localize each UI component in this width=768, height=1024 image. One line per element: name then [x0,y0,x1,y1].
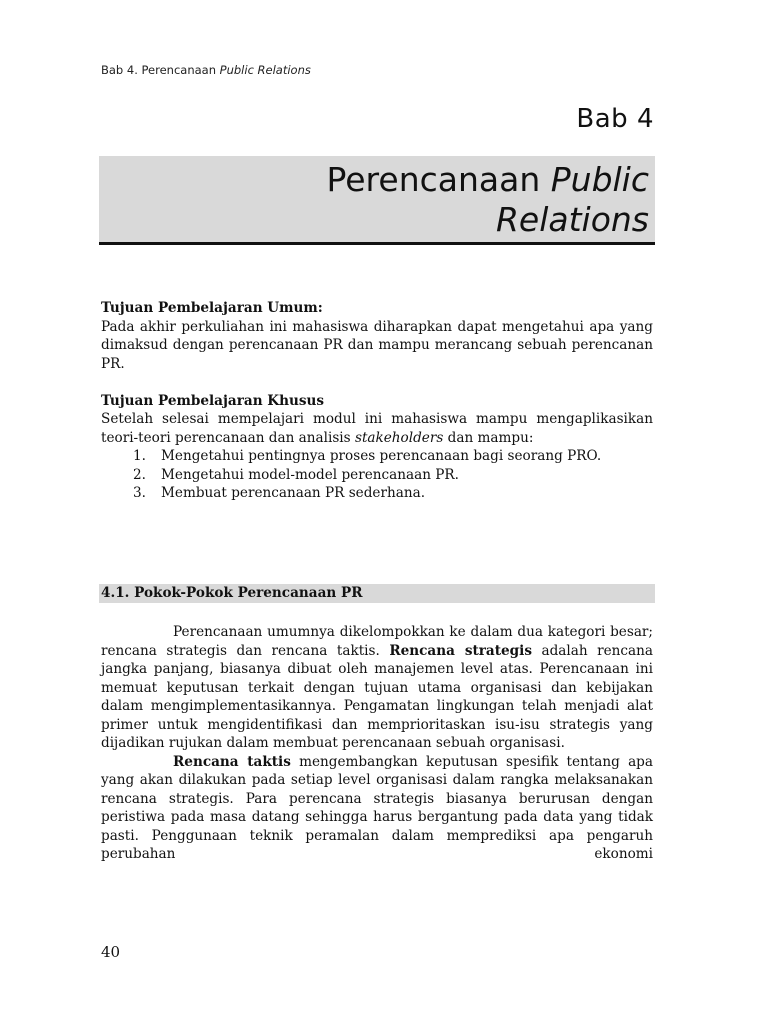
section-heading: 4.1. Pokok-Pokok Perencanaan PR [101,585,363,601]
running-head [101,63,311,77]
list-item-text: Mengetahui model-model perencanaan PR. [161,466,459,483]
list-item [101,466,653,485]
list-item [101,447,653,466]
paragraph-2-text: mengembangkan keputusan spesifik tentang apa yang akan dilakukan pada setiap level organisasi dalam rangka melaksanakan rencana strategis. Para perencana strategis biasanya berurusan dengan peristiwa pada masa datang sehingga harus bergantung pada data yang tidak pasti. Penggunaan teknik peramalan dalam memprediksi apa pengaruh perubahan ekonomi [101,753,653,862]
general-objective-text: Pada akhir perkuliahan ini mahasiswa diharapkan dapat mengetahui apa yang dimaksud dengan perencanaan PR dan mampu merancang sebuah perencanan PR. [101,318,653,372]
paragraph-2-bold: Rencana taktis [173,753,291,770]
list-item-number: 2. [133,466,146,483]
specific-objective-heading: Tujuan Pembelajaran Khusus [101,392,325,409]
running-head-italic: Public Relations [219,63,311,77]
chapter-title-box [99,156,655,245]
paragraph-1 [101,623,653,753]
objectives-list [101,447,653,503]
paragraph-1-bold: Rencana strategis [389,642,532,659]
list-item-text: Mengetahui pentingnya proses perencanaan bagi seorang PRO. [161,448,602,464]
running-head-text: Bab 4. Perencanaan [101,63,220,77]
list-item [101,484,653,503]
paragraph-2 [101,753,653,864]
list-item-text: Membuat perencanaan PR sederhana. [161,485,426,501]
specific-intro-text-1: Setelah selesai mempelajari modul ini mahasiswa mampu mengaplikasikan teori-teori perencanaan dan analisis [101,411,653,446]
specific-intro-italic: stakeholders [354,429,444,446]
section-heading-bar [99,584,655,603]
chapter-title-line-1 [327,160,649,199]
paragraph-1-text-b: adalah rencana jangka panjang, biasanya dibuat oleh manajemen level atas. Perencanaan ini memuat keputusan terkait dengan tujuan utama organisasi dan kebijakan dalam mengimplementasikannya. Pengamatan lingkungan telah menjadi alat primer untuk mengidentifikasi dan memprioritaskan isu-isu strategis yang dijadikan rujukan dalam membuat perencanaan sebuah organisasi. [101,642,653,751]
page-number: 40 [101,943,121,961]
paragraph-1-text-a: Perencanaan umumnya dikelompokkan ke dalam dua kategori besar; rencana strategis dan rencana taktis. [101,624,653,659]
chapter-number: Bab 4 [576,104,654,134]
general-objective-heading: Tujuan Pembelajaran Umum: [101,300,323,316]
list-item-number: 3. [133,485,146,501]
chapter-title-italic-1: Public [550,160,649,199]
section-body [101,623,653,864]
specific-objective-intro [101,410,653,447]
objectives-block [101,299,653,503]
chapter-title-plain: Perencanaan [326,160,551,199]
specific-intro-text-2: dan mampu: [443,429,534,446]
chapter-title-line-2 [496,200,649,239]
list-item-number: 1. [133,448,146,464]
chapter-title-italic-2: Relations [495,200,649,239]
spacer [101,373,653,392]
